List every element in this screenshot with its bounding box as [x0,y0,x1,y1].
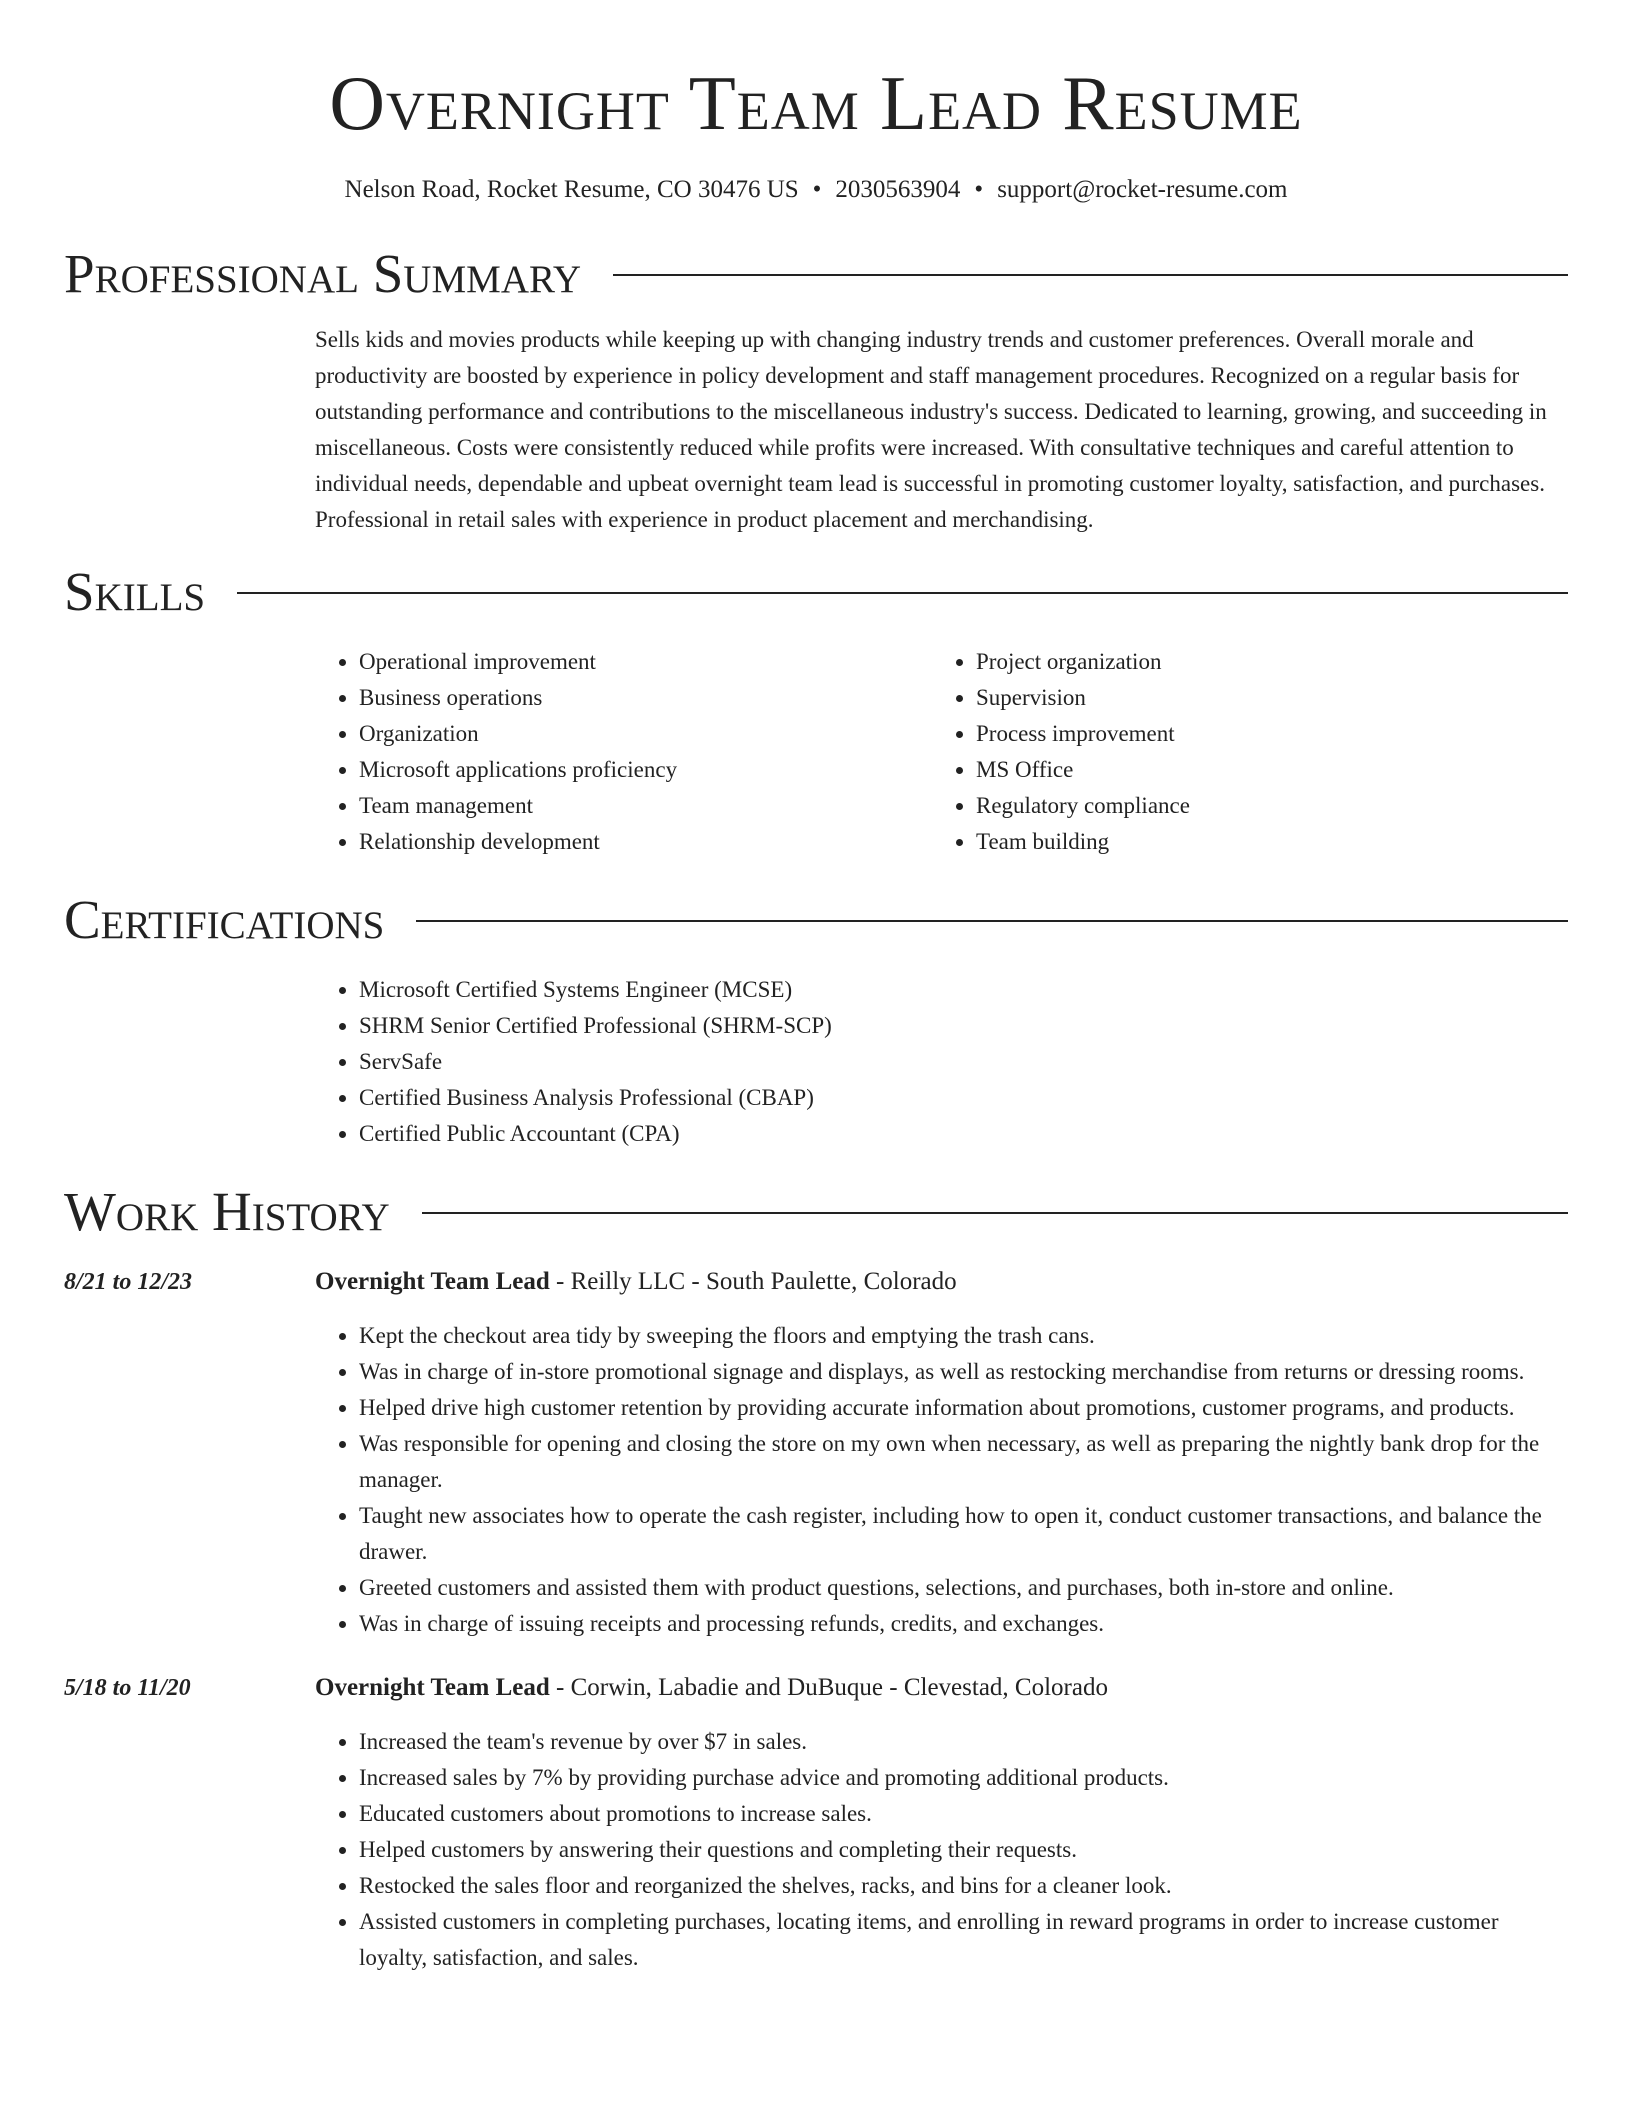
skill-item: • Business operations [359,680,932,716]
job-bullets-block [315,1724,1568,1976]
job-bullet: • Was responsible for opening and closing the store on my own when necessary, as well as preparing the nightly bank drop for the manager. [359,1426,1568,1498]
skill-item: • Project organization [976,644,1549,680]
job-bullet: • Helped drive high customer retention by providing accurate information about promotions, customer programs, and products. [359,1390,1568,1426]
contact-separator: • [974,176,984,203]
job-dates: 5/18 to 11/20 [64,1675,191,1701]
skills-list-right [932,644,1549,860]
skills-block [315,644,1568,860]
contact-phone: 2030563904 [835,176,961,203]
skill-item: • Relationship development [359,824,932,860]
section-heading-skills [64,560,1568,624]
certification-item: • ServSafe [359,1044,1568,1080]
job-bullet: • Kept the checkout area tidy by sweeping the floors and emptying the trash cans. [359,1318,1568,1354]
skill-item: • Microsoft applications proficiency [359,752,932,788]
contact-line [64,174,1568,206]
job-bullet: • Increased the team's revenue by over $7 in sales. [359,1724,1568,1760]
job-bullet: • Greeted customers and assisted them with product questions, selections, and purchases, both in-store and online. [359,1570,1568,1606]
section-title-certifications: Certifications [64,889,385,950]
resume-page [64,0,1568,1976]
section-rule [613,274,1568,276]
job-bullet: • Educated customers about promotions to increase sales. [359,1796,1568,1832]
job-bullet: • Taught new associates how to operate the cash register, including how to open it, conduct customer transactions, and balance the drawer. [359,1498,1568,1570]
skill-item: • Supervision [976,680,1549,716]
skills-column-left [315,644,932,860]
job-entry [64,1670,1568,1976]
section-title-skills: Skills [64,561,206,622]
section-title-work-history: Work History [64,1181,390,1242]
job-header-row [64,1670,1568,1706]
job-bullets [315,1724,1568,1976]
job-bullet: • Restocked the sales floor and reorganized the shelves, racks, and bins for a cleaner look. [359,1868,1568,1904]
skill-item: • Organization [359,716,932,752]
certifications-block [315,972,1568,1152]
contact-address: Nelson Road, Rocket Resume, CO 30476 US [344,176,799,203]
job-bullet: • Helped customers by answering their questions and completing their requests. [359,1832,1568,1868]
job-bullet: • Increased sales by 7% by providing purchase advice and promoting additional products. [359,1760,1568,1796]
section-rule [237,592,1568,594]
skill-item: • Team management [359,788,932,824]
job-title-line [315,1670,1108,1706]
certification-item: • Microsoft Certified Systems Engineer (MCSE) [359,972,1568,1008]
page-title: Overnight Team Lead Resume [329,60,1303,146]
section-heading-summary [64,242,1568,306]
certification-item: • Certified Public Accountant (CPA) [359,1116,1568,1152]
certifications-list [315,972,1568,1152]
job-dates: 8/21 to 12/23 [64,1269,193,1295]
skill-item: • Operational improvement [359,644,932,680]
job-header-row [64,1264,1568,1300]
job-employer: - Corwin, Labadie and DuBuque - Clevestad, Colorado [549,1674,1108,1701]
job-bullets [315,1318,1568,1642]
certification-item: • SHRM Senior Certified Professional (SHRM-SCP) [359,1008,1568,1044]
summary-text: Sells kids and movies products while keeping up with changing industry trends and customer preferences. Overall morale and productivity are boosted by experience in policy development and staff management procedures. Recognized on a regular basis for outstanding performance and contributions to the miscellaneous industry's success. Dedicated to learning, growing, and succeeding in miscellaneous. Costs were consistently reduced while profits were increased. With consultative techniques and careful attention to individual needs, dependable and upbeat overnight team lead is successful in promoting customer loyalty, satisfaction, and purchases. Professional in retail sales with experience in product placement and merchandising. [315,327,1547,532]
skill-item: • Process improvement [976,716,1549,752]
job-bullet: • Was in charge of in-store promotional signage and displays, as well as restocking merchandise from returns or dressing rooms. [359,1354,1568,1390]
job-role: Overnight Team Lead [315,1268,550,1295]
skills-column-right [932,644,1549,860]
skills-list-left [315,644,932,860]
skill-item: • Regulatory compliance [976,788,1549,824]
contact-email[interactable]: support@rocket-resume.com [997,176,1288,203]
skill-item: • Team building [976,824,1549,860]
section-rule [422,1212,1568,1214]
summary-block [315,322,1568,538]
section-title-summary: Professional Summary [64,243,582,304]
job-employer: - Reilly LLC - South Paulette, Colorado [549,1268,957,1295]
section-rule [416,920,1568,922]
job-bullet: • Was in charge of issuing receipts and processing refunds, credits, and exchanges. [359,1606,1568,1642]
contact-separator: • [812,176,822,203]
job-role: Overnight Team Lead [315,1674,550,1701]
job-bullet: • Assisted customers in completing purchases, locating items, and enrolling in reward programs in order to increase customer loyalty, satisfaction, and sales. [359,1904,1568,1976]
skill-item: • MS Office [976,752,1549,788]
section-heading-work-history [64,1180,1568,1244]
certification-item: • Certified Business Analysis Professional (CBAP) [359,1080,1568,1116]
section-heading-certifications [64,888,1568,952]
job-entry [64,1264,1568,1642]
job-bullets-block [315,1318,1568,1642]
job-title-line [315,1264,957,1300]
